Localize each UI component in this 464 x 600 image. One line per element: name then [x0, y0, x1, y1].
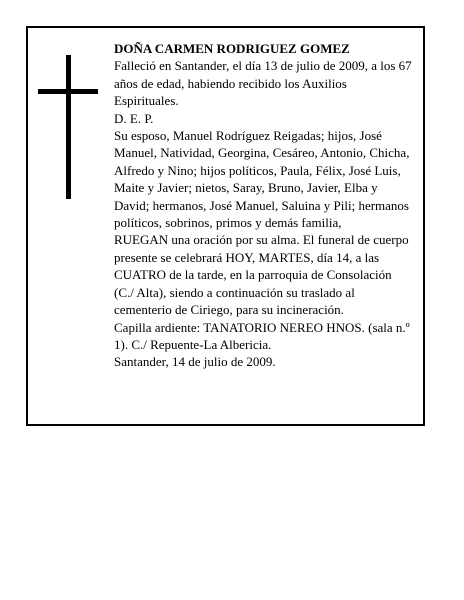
funeral-details: RUEGAN una oración por su alma. El funeral de cuerpo presente se celebrará HOY, MARTES, día 14, a las CUATRO de la tarde, en la parroquia de Consolación (C./ Alta), siendo a continuación su traslado al cementerio de Ciriego, para su incineración. — [114, 232, 409, 318]
cross-horizontal-bar — [38, 89, 98, 94]
death-announcement-line-1: Falleció en Santander, el día 13 de julio de 2009, a los 67 — [114, 58, 412, 74]
rip-line: D. E. P. — [114, 110, 154, 126]
chapel-details: Capilla ardiente: TANATORIO NEREO HNOS. (sala n.º 1). C./ Repuente-La Albericia. — [114, 319, 410, 352]
obituary-notice — [26, 26, 425, 426]
death-announcement-line-2: años de edad, habiendo recibido los Auxilios Espirituales. — [114, 75, 347, 109]
deceased-name: DOÑA CARMEN RODRIGUEZ GOMEZ — [114, 41, 350, 56]
cross-vertical-bar — [66, 55, 71, 199]
place-date: Santander, 14 de julio de 2009. — [114, 354, 276, 370]
notice-text — [114, 40, 414, 371]
family-list: Su esposo, Manuel Rodríguez Reigadas; hijos, José Manuel, Natividad, Georgina, Cesáreo, Antonio, Chicha, Alfredo y Nino; hijos políticos, Paula, Félix, José Luis, Maite y Javier; nietos, Saray, Bruno, Javier, Elba y David; hermanos, José Manuel, Saluina y Pili; hermanos políticos, sobrinos, primos y demás familia, — [114, 128, 410, 231]
cross-icon — [38, 55, 98, 199]
